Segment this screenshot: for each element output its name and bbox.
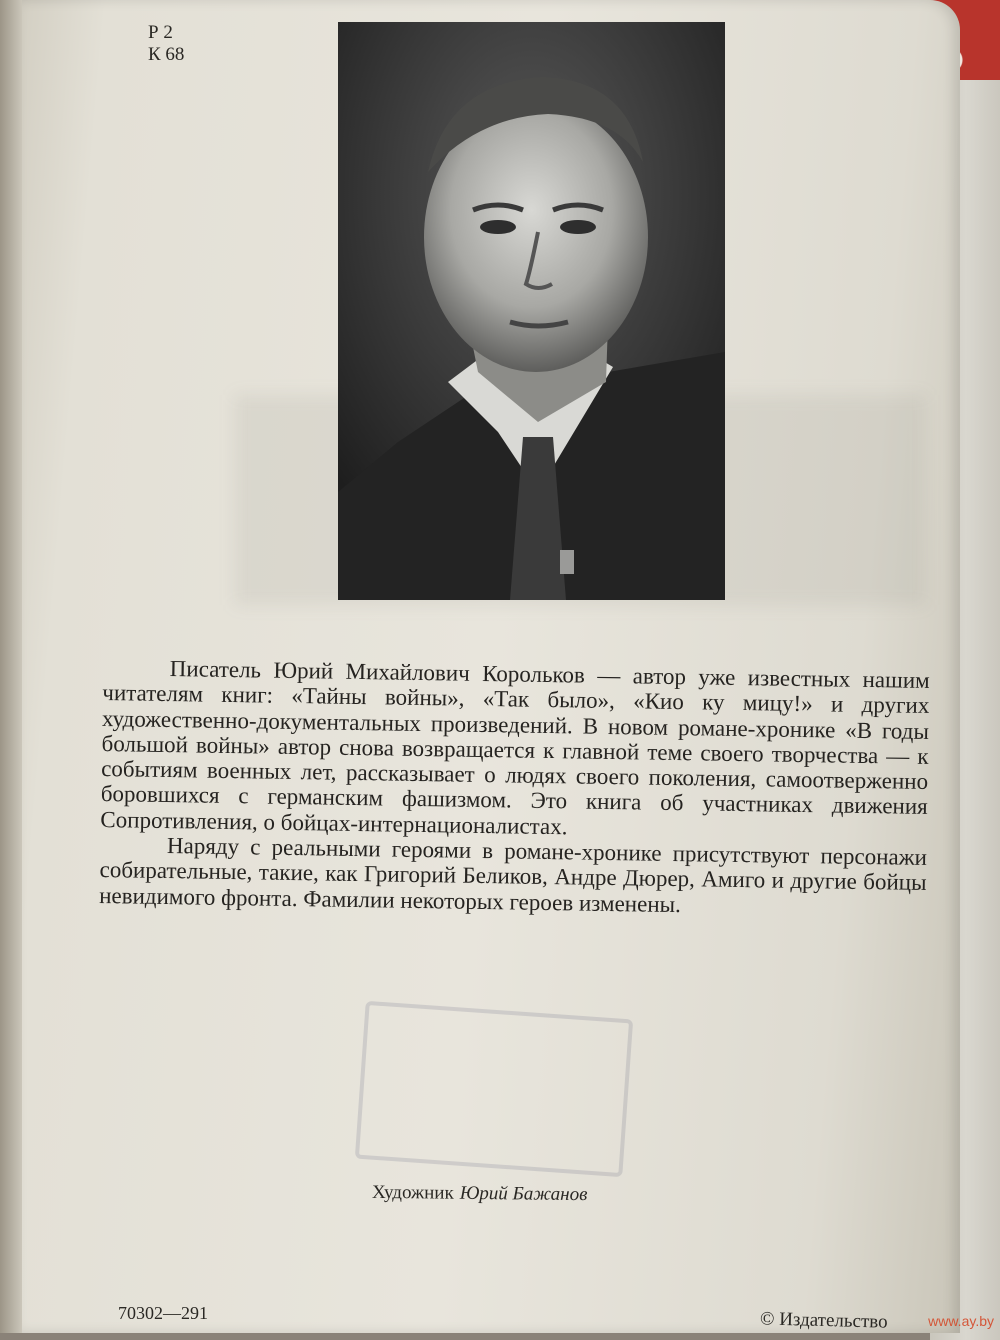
illustrator-credit <box>372 1182 588 1206</box>
class-code-line-2: К 68 <box>148 44 185 65</box>
faded-library-stamp <box>355 1001 633 1177</box>
annotation-paragraph-1: Писатель Юрий Михайлович Корольков — автор уже известных нашим читателям книг: «Тайны войны», «Так было», «Кио ку мицу!» и других художественно-документальных произведений. В новом романе-хронике «В годы большой войны» автор снова возвращается к главной теме своего творчества — к событиям военных лет, рассказывает о людях своего поколения, самоотверженно боровшихся с германским фашизмом. Это книга об участниках движения Сопротивления, о бойцах-интернационалистах. <box>100 656 930 840</box>
portrait-photo-icon <box>338 22 725 600</box>
catalog-number: 70302—291 <box>118 1303 208 1323</box>
copyright-notice: © Издательство <box>759 1308 888 1333</box>
book-annotation <box>99 655 930 921</box>
class-code-line-1: Р 2 <box>148 22 173 43</box>
site-watermark: www.ay.by <box>928 1313 994 1329</box>
annotation-paragraph-2: Наряду с реальными героями в романе-хронике присутствуют персонажи собирательные, такие, как Григорий Беликов, Андре Дюрер, Амиго и другие бойцы невидимого фронта. Фамилии некоторых героев изменены. <box>99 833 928 917</box>
library-classification-code <box>148 22 184 66</box>
author-portrait-photo <box>338 22 725 600</box>
artist-label: Художник <box>371 1181 454 1204</box>
artist-name: Юрий Бажанов <box>459 1182 588 1206</box>
